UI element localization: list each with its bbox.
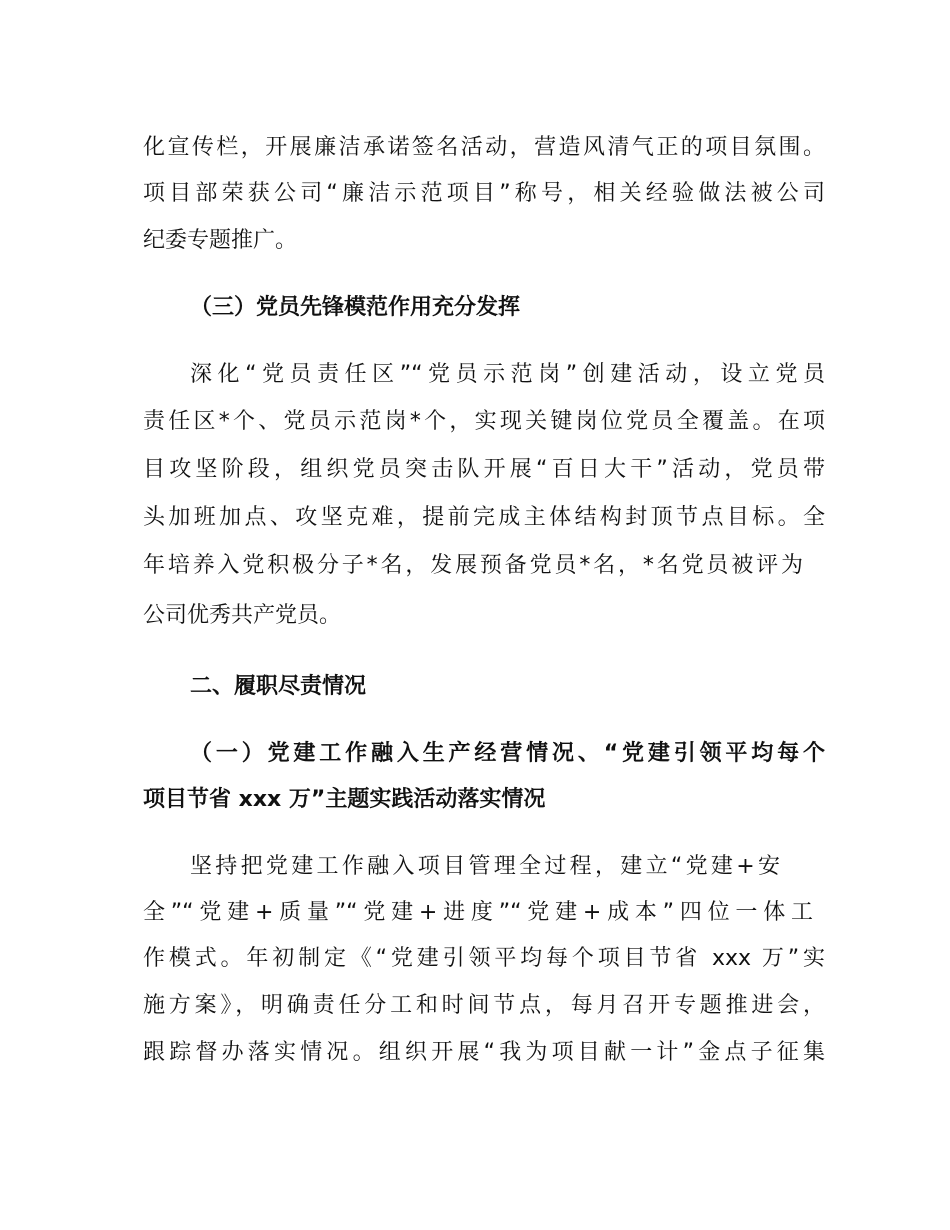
paragraph-line: 公司优秀共产党员。 [143, 603, 342, 628]
paragraph-line: 头加班加点、攻坚克难，提前完成主体结构封顶节点目标。全 [143, 505, 825, 530]
section-heading: （三）党员先锋模范作用充分发挥 [190, 295, 521, 320]
paragraph-line: 坚持把党建工作融入项目管理全过程，建立“党建+安 [190, 854, 780, 879]
paragraph-line: 施方案》，明确责任分工和时间节点，每月召开专题推进会， [143, 993, 825, 1018]
paragraph-line: 深化“党员责任区”“党员示范岗”创建活动，设立党员 [190, 362, 825, 387]
paragraph-line: 跟踪督办落实情况。组织开展“我为项目献一计”金点子征集 [143, 1040, 825, 1065]
chapter-heading: 二、履职尽责情况 [190, 674, 367, 699]
paragraph-line: 作模式。年初制定《“党建引领平均每个项目节省 xxx 万”实 [143, 946, 825, 971]
section-heading: （一）党建工作融入生产经营情况、“党建引领平均每个 [190, 741, 825, 766]
paragraph-line: 全”“党建+质量”“党建+进度”“党建+成本”四位一体工 [143, 900, 813, 925]
paragraph-line: 化宣传栏，开展廉洁承诺签名活动，营造风清气正的项目氛围。 [143, 135, 825, 160]
paragraph-line: 项目部荣获公司“廉洁示范项目”称号，相关经验做法被公司 [143, 181, 825, 206]
paragraph-line: 年培养入党积极分子*名，发展预备党员*名，*名党员被评为 [143, 553, 803, 578]
paragraph-line: 纪委专题推广。 [143, 228, 298, 253]
paragraph-line: 责任区*个、党员示范岗*个，实现关键岗位党员全覆盖。在项 [143, 409, 825, 434]
paragraph-line: 目攻坚阶段，组织党员突击队开展“百日大干”活动，党员带 [143, 457, 825, 482]
section-heading: 项目节省 xxx 万”主题实践活动落实情况 [143, 787, 546, 812]
